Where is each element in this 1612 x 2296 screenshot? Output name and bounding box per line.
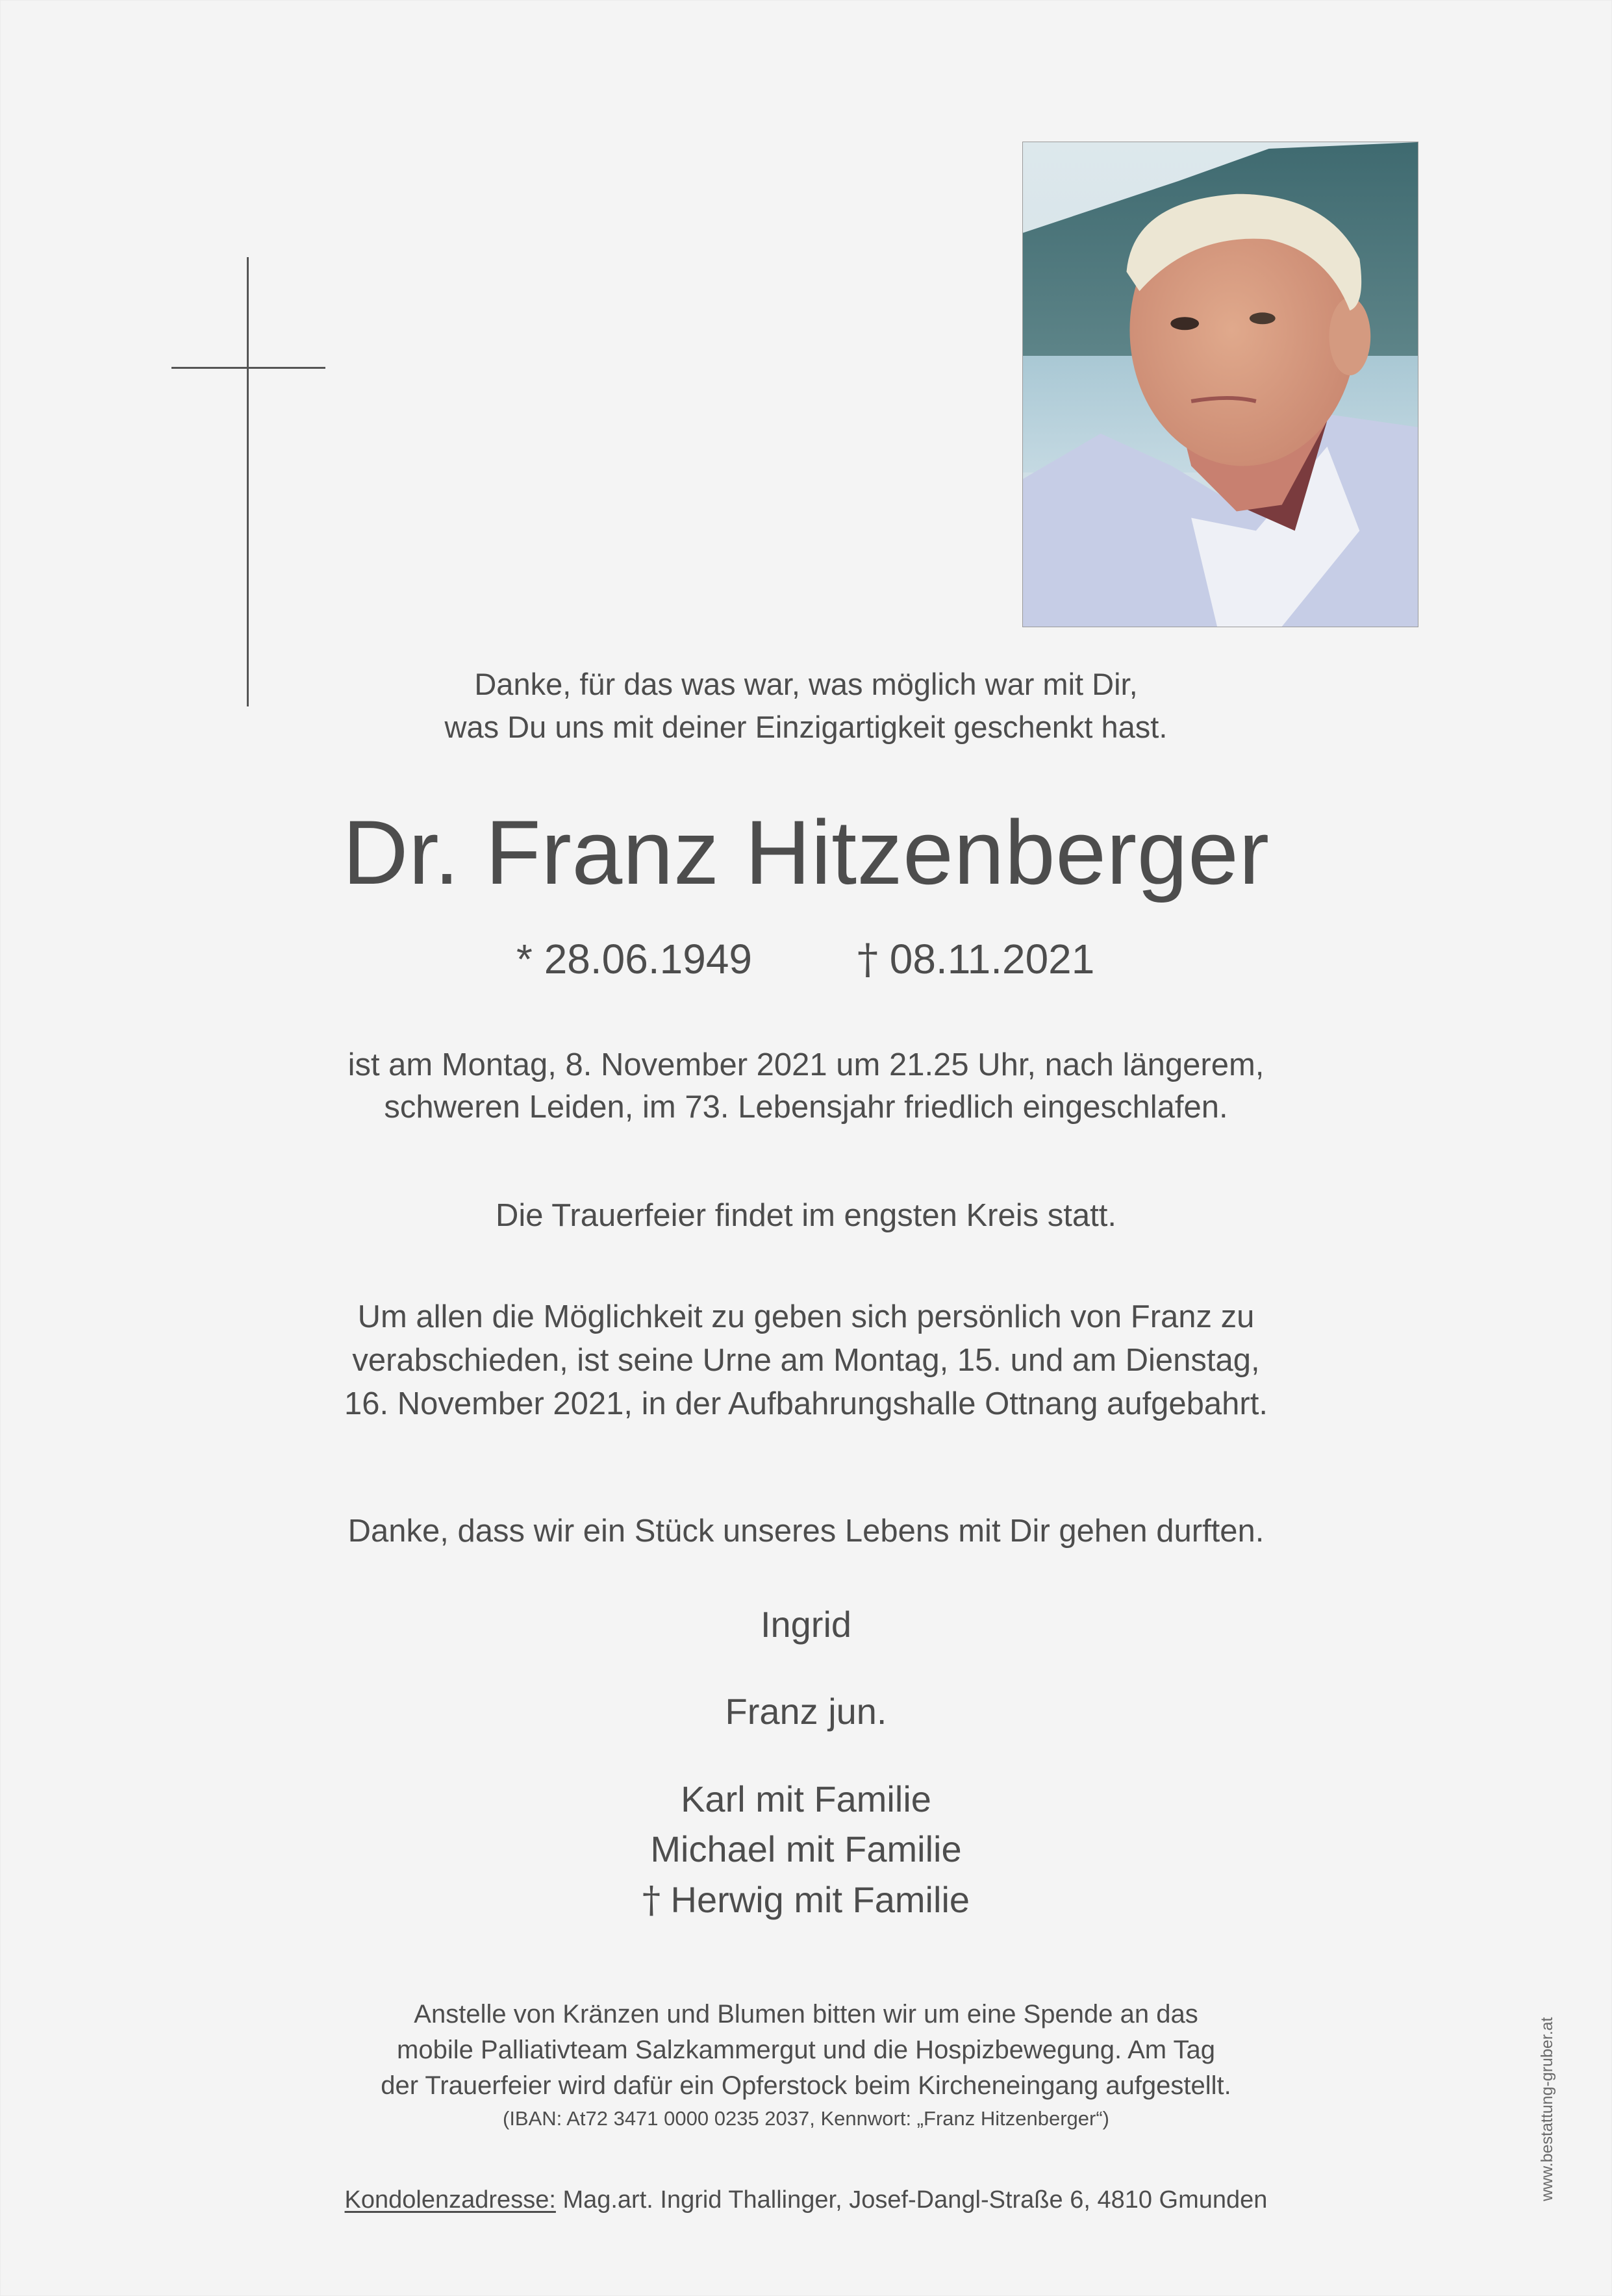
dagger-icon: †: [857, 936, 878, 984]
dagger-icon: †: [642, 1879, 661, 1921]
viewing-line-1: Um allen die Möglichkeit zu geben sich persönlich von Franz zu: [357, 1299, 1255, 1334]
quote-line-1: Danke, für das was war, was möglich war mit Dir,: [474, 667, 1138, 701]
mourner-sibling-michael: [0, 1828, 1612, 1870]
mourner-sibling-herwig: [0, 1878, 1612, 1921]
portrait-image: [1023, 142, 1418, 627]
ceremony-note: Die Trauerfeier findet im engsten Kreis statt.: [496, 1198, 1116, 1233]
viewing-line-2: verabschieden, ist seine Urne am Montag, 15. und am Dienstag,: [352, 1343, 1260, 1378]
announcement-line-2: schweren Leiden, im 73. Lebensjahr friedlich eingeschlafen.: [384, 1090, 1228, 1125]
condolence-address: [0, 2186, 1612, 2214]
death-date-value: 08.11.2021: [889, 936, 1095, 982]
iban-note: (IBAN: At72 3471 0000 0235 2037, Kennwort: „Franz Hitzenberger“): [503, 2107, 1109, 2130]
birth-star-icon: *: [516, 936, 533, 982]
birth-date-value: 28.06.1949: [544, 936, 752, 982]
deceased-name: Dr. Franz Hitzenberger: [342, 801, 1270, 903]
quote-line-2: was Du uns mit deiner Einzigartigkeit geschenkt hast.: [444, 710, 1168, 744]
mourner-son: Franz jun.: [725, 1691, 887, 1732]
funeral-home-website[interactable]: www.bestattung-gruber.at: [1538, 2017, 1556, 2201]
mourner-spouse: Ingrid: [760, 1604, 852, 1645]
death-date: [857, 935, 1094, 984]
mourner-name: Karl mit Familie: [681, 1778, 931, 1819]
donation-line-1: Anstelle von Kränzen und Blumen bitten wir um eine Spende an das: [414, 2000, 1198, 2028]
cross-horizontal-beam: [171, 367, 325, 369]
mourner-sibling-karl: [0, 1778, 1612, 1820]
cross-vertical-beam: [247, 257, 249, 706]
thanks-line: Danke, dass wir ein Stück unseres Lebens mit Dir gehen durften.: [347, 1514, 1265, 1549]
condolence-address-value: Mag.art. Ingrid Thallinger, Josef-Dangl-Straße 6, 4810 Gmunden: [555, 2186, 1268, 2214]
announcement-line-1: ist am Montag, 8. November 2021 um 21.25 Uhr, nach längerem,: [347, 1047, 1265, 1082]
birth-date: [516, 935, 752, 983]
mourner-name: Herwig mit Familie: [670, 1879, 970, 1920]
viewing-line-3: 16. November 2021, in der Aufbahrungshalle Ottnang aufgebahrt.: [344, 1386, 1268, 1421]
condolence-label: Kondolenzadresse:: [344, 2186, 556, 2214]
portrait-photo: [1022, 142, 1418, 627]
donation-line-3: der Trauerfeier wird dafür ein Opferstock beim Kircheneingang aufgestellt.: [381, 2071, 1231, 2100]
mourner-name: Michael mit Familie: [650, 1828, 962, 1869]
donation-line-2: mobile Palliativteam Salzkammergut und die Hospizbewegung. Am Tag: [397, 2036, 1215, 2064]
